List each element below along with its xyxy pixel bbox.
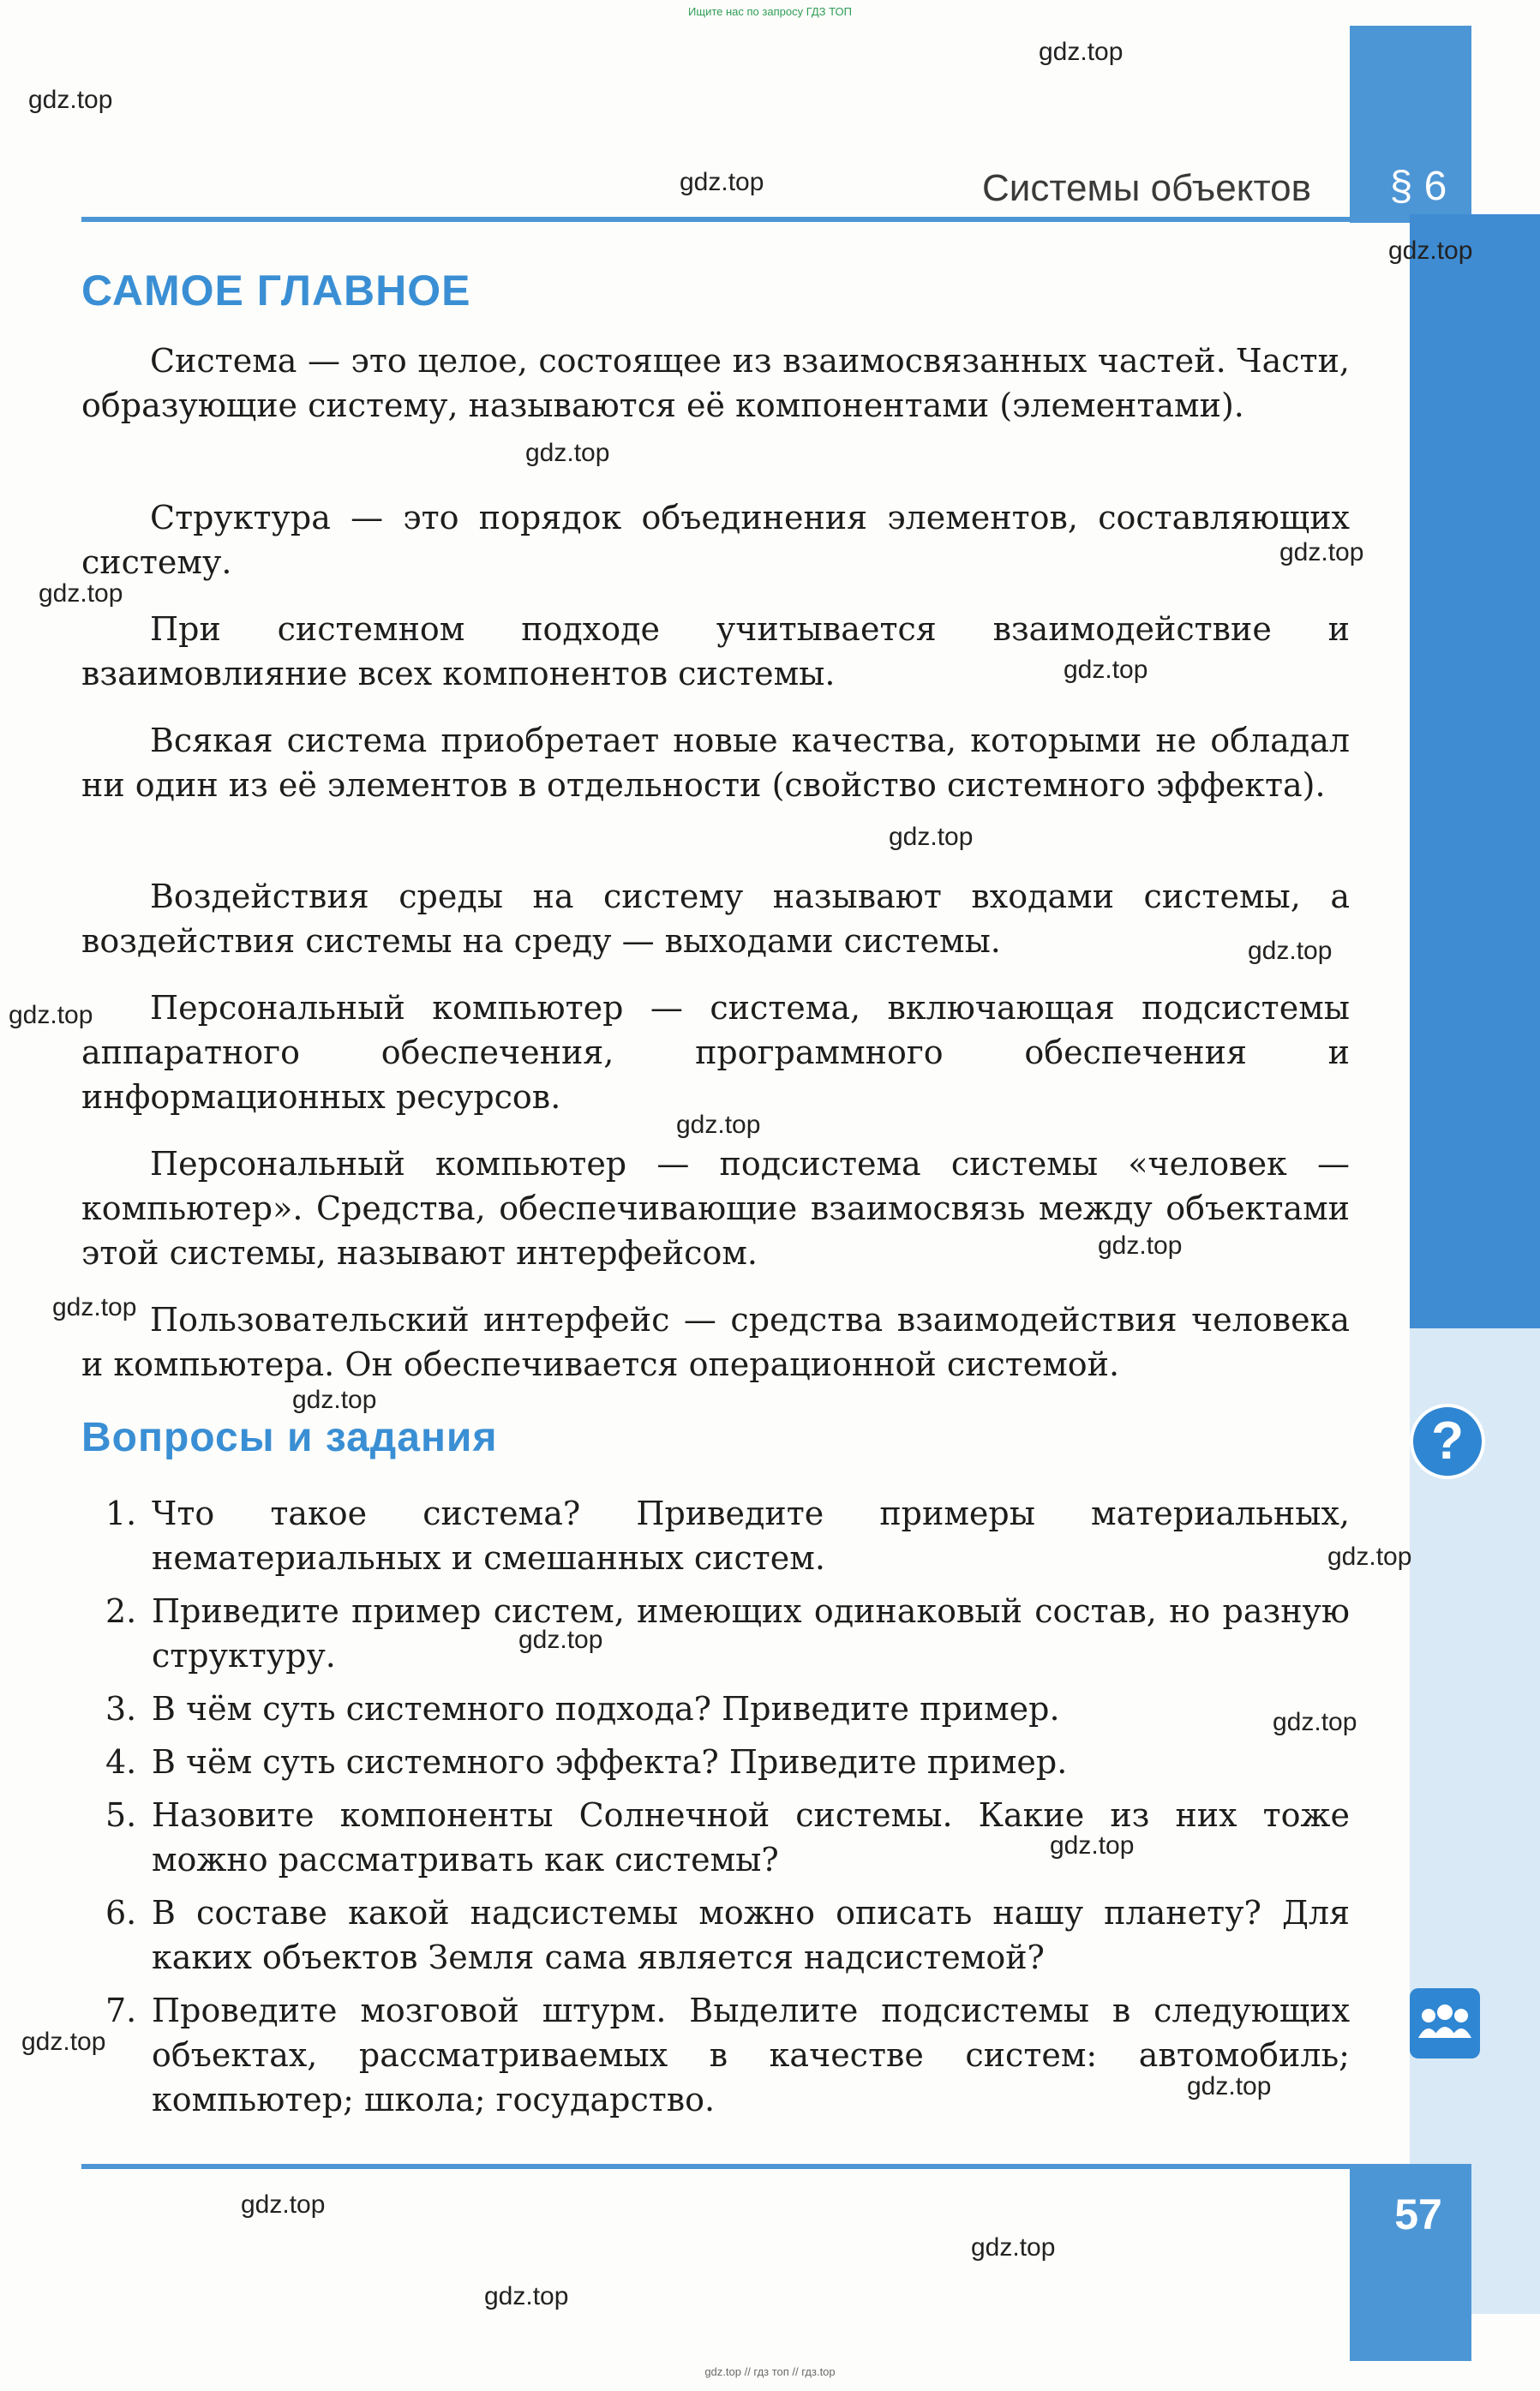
bottom-note: gdz.top // гдз топ // гдз.top <box>704 2365 836 2378</box>
question-number: 6. <box>105 1894 137 1932</box>
watermark: gdz.top <box>676 1111 761 1139</box>
watermark: gdz.top <box>1327 1543 1412 1571</box>
watermark: gdz.top <box>484 2282 569 2310</box>
question-number: 2. <box>105 1592 137 1630</box>
main-heading: САМОЕ ГЛАВНОЕ <box>81 267 471 315</box>
list-item <box>81 1491 1350 1580</box>
watermark: gdz.top <box>971 2233 1056 2262</box>
question-text: В чём суть системного подхода? Приведите пример. <box>152 1690 1060 1728</box>
watermark: gdz.top <box>1273 1708 1357 1736</box>
paragraph: Персональный компьютер — система, включающая подсистемы аппаратного обеспечения, программного обеспечения и информационных ресурсов. <box>81 989 1350 1116</box>
questions-list <box>81 1491 1350 2130</box>
paragraph: Структура — это порядок объединения элементов, составляющих систему. <box>81 499 1350 581</box>
watermark: gdz.top <box>21 2028 106 2056</box>
watermark: gdz.top <box>52 1293 137 1321</box>
header-rule <box>81 217 1350 222</box>
section-number: § 6 <box>1389 164 1447 209</box>
question-text: Проведите мозговой штурм. Выделите подсистемы в следующих объектах, рассматриваемых в качестве систем: автомобиль; компьютер; школа; государство. <box>152 1992 1350 2118</box>
watermark: gdz.top <box>28 86 113 114</box>
list-item <box>81 1687 1350 1731</box>
question-number: 1. <box>105 1495 137 1532</box>
list-item <box>81 1740 1350 1784</box>
question-number: 4. <box>105 1743 137 1781</box>
watermark: gdz.top <box>9 1001 93 1029</box>
side-bar <box>1410 214 1540 1328</box>
paragraph: При системном подходе учитывается взаимодействие и взаимовлияние всех компонентов системы. <box>81 610 1350 692</box>
watermark: gdz.top <box>889 823 974 851</box>
question-number: 3. <box>105 1690 137 1728</box>
question-number: 7. <box>105 1992 137 2029</box>
top-note: Ищите нас по запросу ГДЗ ТОП <box>688 5 852 18</box>
list-item <box>81 1891 1350 1980</box>
list-item <box>81 1988 1350 2122</box>
running-header: Системы объектов <box>981 167 1311 209</box>
question-text: Приведите пример систем, имеющих одинаковый состав, но разную структуру. <box>152 1592 1350 1675</box>
list-item <box>81 1793 1350 1882</box>
paragraph: Воздействия среды на систему называют входами системы, а воздействия системы на среду — выходами системы. <box>81 878 1350 960</box>
watermark: gdz.top <box>1050 1831 1135 1860</box>
paragraph: Всякая система приобретает новые качества, которыми не обладал ни один из её элементов в отдельности (свойство системного эффекта). <box>81 722 1350 804</box>
question-mark-icon: ? <box>1410 1404 1485 1479</box>
questions-heading: Вопросы и задания <box>81 1415 498 1460</box>
paragraph: Персональный компьютер — подсистема системы «человек — компьютер». Средства, обеспечивающие взаимосвязь между объектами этой системы, называют интерфейсом. <box>81 1145 1350 1272</box>
watermark: gdz.top <box>241 2190 326 2219</box>
question-number: 5. <box>105 1796 137 1834</box>
watermark: gdz.top <box>680 168 764 196</box>
watermark: gdz.top <box>39 579 123 608</box>
watermark: gdz.top <box>1098 1231 1183 1260</box>
page-number: 57 <box>1394 2190 1442 2238</box>
question-text: В составе какой надсистемы можно описать нашу планету? Для каких объектов Земля сама является надсистемой? <box>152 1894 1350 1976</box>
question-text: Что такое система? Приведите примеры материальных, нематериальных и смешанных систем. <box>152 1495 1350 1577</box>
watermark: gdz.top <box>1064 656 1148 684</box>
watermark: gdz.top <box>1248 937 1333 965</box>
list-item <box>81 1589 1350 1678</box>
question-text: В чём суть системного эффекта? Приведите пример. <box>152 1743 1068 1781</box>
watermark: gdz.top <box>292 1386 377 1414</box>
watermark: gdz.top <box>518 1626 603 1654</box>
footer-rule <box>81 2164 1350 2169</box>
watermark: gdz.top <box>1279 538 1364 566</box>
watermark: gdz.top <box>1388 237 1473 265</box>
group-work-icon <box>1410 1988 1480 2058</box>
watermark: gdz.top <box>1187 2072 1272 2100</box>
paragraph: Система — это целое, состоящее из взаимосвязанных частей. Части, образующие систему, называются её компонентами (элементами). <box>81 342 1350 424</box>
watermark: gdz.top <box>525 439 610 467</box>
question-text: Назовите компоненты Солнечной системы. Какие из них тоже можно рассматривать как системы? <box>152 1796 1350 1879</box>
watermark: gdz.top <box>1039 38 1124 66</box>
paragraph: Пользовательский интерфейс — средства взаимодействия человека и компьютера. Он обеспечивается операционной системой. <box>81 1301 1350 1383</box>
